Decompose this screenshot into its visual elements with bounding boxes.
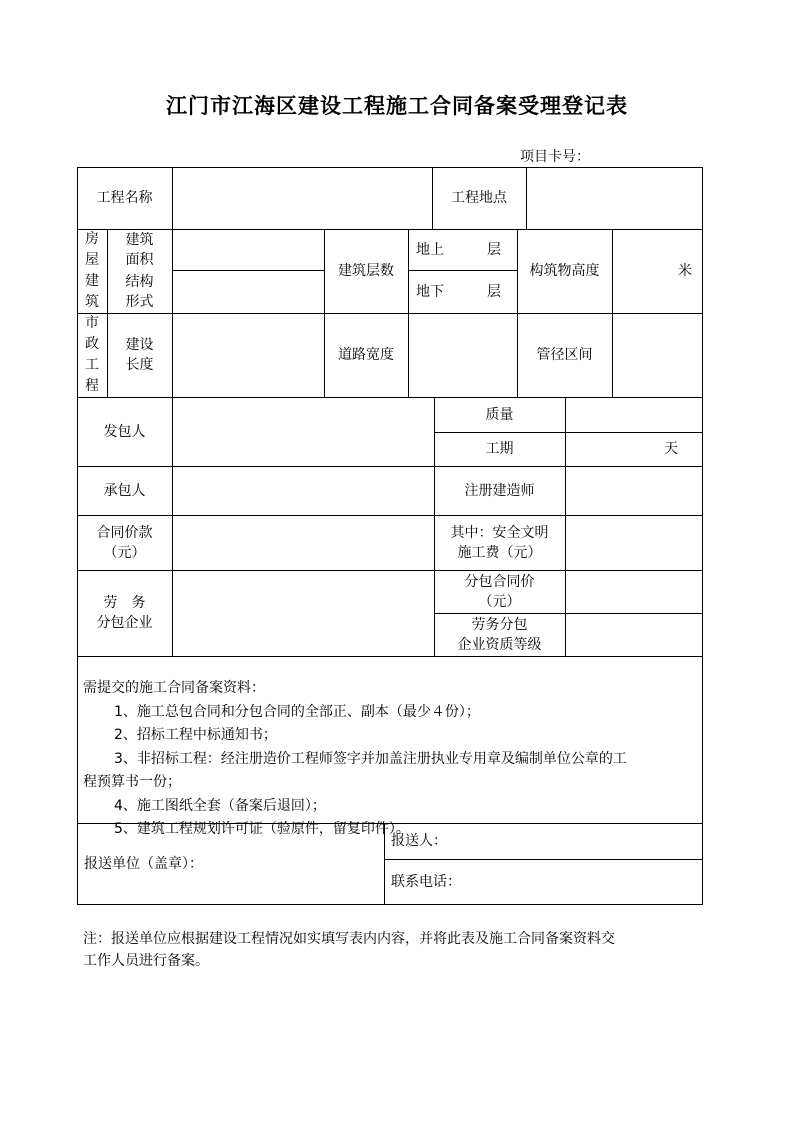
- building-area-label: 建筑 面积: [125, 231, 154, 268]
- duration-label: 工期: [485, 441, 514, 457]
- submit-unit-label: 报送单位（盖章）：: [84, 856, 203, 872]
- column-divider: [172, 397, 173, 656]
- required-documents: [83, 677, 698, 842]
- registered-builder-label: 注册建造师: [464, 482, 535, 499]
- below-ground-label: 地下: [416, 283, 444, 300]
- form-title: 江门市江海区建设工程施工合同备案受理登记表: [166, 93, 628, 118]
- project-name-label: 工程名称: [96, 190, 153, 206]
- labor-subcontractor-label: 劳 务 分包企业: [96, 595, 153, 631]
- requirement-item: 2、招标工程中标通知书；: [114, 727, 277, 743]
- contractor-label: 承包人: [103, 482, 146, 499]
- above-ground-label: 地上: [416, 241, 444, 258]
- meter-unit-label: 米: [678, 263, 692, 279]
- form-note: 注：报送单位应根据建设工程情况如实填写表内内容，并将此表及施工合同备案资料交 工作人员进行备案。: [83, 931, 615, 969]
- structure-form-field[interactable]: [173, 270, 324, 313]
- floor-unit-label: 层: [487, 283, 501, 300]
- subcontract-price-label: 分包合同价 （元）: [464, 573, 535, 610]
- building-floors-label: 建筑层数: [338, 263, 394, 279]
- pipe-range-label: 管径区间: [536, 347, 593, 363]
- floor-unit-label: 层: [487, 241, 501, 258]
- requirement-item: 4、施工图纸全套（备案后退回）；: [114, 797, 326, 814]
- safety-fee-label: 其中：安全文明 施工费（元）: [450, 524, 549, 561]
- road-width-label: 道路宽度: [338, 347, 394, 363]
- structure-height-label: 构筑物高度: [529, 263, 600, 279]
- contract-price-label: 合同价款 （元）: [96, 524, 153, 561]
- project-location-field[interactable]: [527, 167, 703, 229]
- requirements-heading: 需提交的施工合同备案资料：: [83, 680, 265, 696]
- employer-label: 发包人: [103, 423, 146, 440]
- requirement-item: 5、建筑工程规划许可证（验原件，留复印件）。: [114, 821, 410, 837]
- building-area-field[interactable]: [173, 229, 324, 270]
- day-unit-label: 天: [664, 441, 678, 457]
- construction-length-label: 建设 长度: [125, 337, 154, 373]
- phone-label: 联系电话：: [391, 874, 461, 890]
- row-divider: [77, 656, 703, 657]
- requirement-item: 3、非招标工程：经注册造价工程师签字并加盖注册执业专用章及编制单位公章的工: [114, 750, 627, 767]
- municipal-project-label: 市 政 工 程: [85, 315, 99, 394]
- submitter-label: 报送人：: [391, 833, 447, 849]
- house-building-label: 房 屋 建 筑: [85, 231, 99, 310]
- quality-label: 质量: [485, 406, 514, 423]
- structure-form-label: 结构 形式: [125, 273, 154, 310]
- requirement-item-continued: 程预算书一份；: [83, 774, 181, 790]
- card-number-label: 项目卡号：: [520, 149, 590, 165]
- requirement-item: 1、施工总包合同和分包合同的全部正、副本（最少４份）；: [114, 703, 480, 720]
- project-location-label: 工程地点: [451, 190, 507, 206]
- project-name-field[interactable]: [173, 167, 432, 229]
- labor-qualification-label: 劳务分包 企业资质等级: [457, 616, 542, 653]
- column-divider: [408, 229, 409, 397]
